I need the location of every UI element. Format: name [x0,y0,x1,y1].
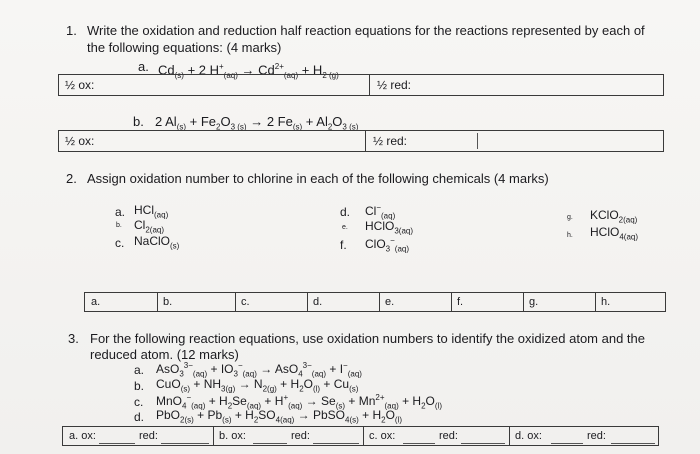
q2-chem-g-label: g. [567,214,573,221]
q3-cell-d-red: red: [587,430,606,442]
q2-chem-c: NaClO$_{(s)}$ [134,234,180,251]
q2-cell-e: e. [385,296,395,308]
q2-cell-c: c. [241,296,250,308]
q2-chem-d-label: d. [340,205,351,219]
q1a-equation: $Cd_{(s)} + 2$ $H^+_{(aq)} \to Cd^{2+}_{(aq)} + H_{2 (g)}$ [158,62,339,80]
q1-text-line1: Write the oxidation and reduction half reaction equations for the reactions represented by each of [87,23,645,38]
q2-chem-f-label: f. [340,238,347,252]
q2-chem-e-label: e. [342,224,348,231]
q3a-label: a. [134,363,145,377]
q3c-label: c. [134,395,144,409]
q2-chem-b-label: b. [116,222,122,229]
q1b-answer-box[interactable] [58,130,664,152]
text-cursor-icon [477,133,478,149]
q1a-answer-box[interactable] [58,74,664,96]
q3-blank-d-red [611,443,655,444]
q1b-ox-label: ½ ox: [65,134,95,148]
q3-cell-a-ox: a. ox: [69,430,96,442]
q3-blank-a-ox [99,443,135,444]
q2-chem-e: HClO$_{3(aq)}$ [365,219,414,236]
q2-chem-a: HCl$_{(aq)}$ [134,203,169,220]
q3-blank-b-red [313,443,359,444]
q1b-red-label: ½ red: [373,134,408,148]
q2-text: Assign oxidation number to chlorine in each of the following chemicals (4 marks) [87,171,549,186]
q3b-label: b. [134,379,145,393]
q3-cell-c-ox: c. ox: [369,430,396,442]
q1-number: 1. [66,23,77,38]
q2-cell-a: a. [91,296,101,308]
q3-number: 3. [68,331,79,346]
q3a-equation: $AsO_3^{3-}_{(aq)} + IO_3^-_{(aq)} \to AsO_4^{3-}_{(aq)} + I^-_{(aq)}$ [156,361,362,379]
q3-answer-row[interactable] [62,426,659,446]
q3-cell-d-ox: d. ox: [515,430,542,442]
q3-cell-c-red: red: [439,430,458,442]
q3d-label: d. [134,410,145,424]
q2-chem-g: KClO$_{2(aq)}$ [590,208,638,225]
q2-chem-h-label: h. [567,232,573,239]
q2-cell-f: f. [457,296,464,308]
q3-blank-c-ox [403,443,435,444]
q2-cell-g: g. [529,296,539,308]
q2-chem-f: ClO$_3$−$_{(aq)}$ [365,236,410,254]
q2-cell-b: b. [163,296,173,308]
q1-text-line2: the following equations: (4 marks) [87,40,282,55]
q3-blank-c-red [461,443,505,444]
q2-chem-a-label: a. [115,205,126,219]
q1b-equation: 2 $Al_{(s)} + Fe_2O_{3 (s)} \to 2$ $Fe_{(s)} + Al_2O_{3 (s)}$ [155,114,359,132]
q3-blank-d-ox [551,443,583,444]
q2-number: 2. [66,171,77,186]
q1a-label: a. [138,59,149,74]
q1a-ox-label: ½ ox: [65,78,95,92]
q3-text-line1: For the following reaction equations, use oxidation numbers to identify the oxidized atom and the [90,331,646,346]
q3-blank-b-ox [253,443,287,444]
q3-cell-a-red: red: [139,430,158,442]
q2-cell-d: d. [313,296,323,308]
q3-text-line2: reduced atom. (12 marks) [90,347,239,362]
q2-cell-h: h. [601,296,611,308]
q2-chem-b: $Cl_{2(aq)}$ [134,218,165,235]
q2-answer-row[interactable] [84,292,666,312]
q2-chem-c-label: c. [115,236,125,250]
q3c-equation: $MnO_4^-_{(aq)} + H_2Se_{(aq)} + H^+_{(aq)} \to Se_{(s)} + Mn^{2+}_{(aq)} + H_2O_{(l)}$ [156,393,442,411]
q3-cell-b-red: red: [291,430,310,442]
q2-chem-h: HClO$_{4(aq)}$ [590,225,639,242]
q1a-red-label: ½ red: [377,78,412,92]
q2-chem-d: $Cl^-_{(aq)}$ [365,203,396,221]
q3-cell-b-ox: b. ox: [219,430,246,442]
q1b-label: b. [133,114,144,129]
q3b-equation: $CuO_{(s)} + NH_{3(g)} \to N_{2(g)} + H_2O_{(l)} + Cu_{(s)}$ [156,377,359,394]
q3-blank-a-red [161,443,209,444]
q3d-equation: $PbO_{2(s)} + Pb_{(s)} + H_2SO_{4(aq)}$ → PbSO$_{4(s)}$ + $H_2O_{(l)}$ [156,408,403,425]
